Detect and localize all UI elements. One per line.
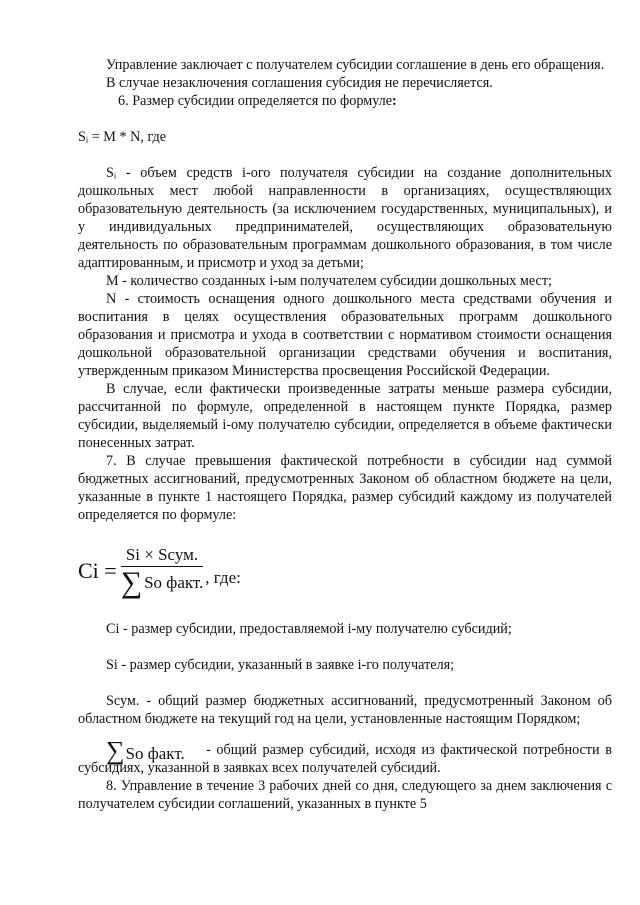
paragraph-si-definition: Sᵢ - объем средств i-ого получателя субсидии на создание дополнительных дошкольных мест любой направленности в организациях, осуществляющих образовательную деятельность (за исключением государственных, муниципальных), и у индивидуальных предпринимателей, осуществляющих образовательную деятельность по образовательным программам дошкольного образования, в том числе адаптированным, и присмотр и уход за детьми; [78,165,612,271]
formula-ci-numerator: Si × Sсум. [125,544,199,564]
paragraph-actual-costs: В случае, если фактически произведенные затраты меньше размера субсидии, рассчитанной по формуле, определенной в настоящем пункте Порядка, размер субсидии, выделяемый i-ому получателю субсидии, определяется в объеме фактически понесенных затрат. [78,381,612,451]
formula-ci-fraction [121,546,204,597]
paragraph-ci-definition: Ci - размер субсидии, предоставляемой i-му получателю субсидий; [106,621,512,637]
paragraph-item-6 [78,92,612,110]
item-6-text: 6. Размер субсидии определяется по формуле [118,93,393,109]
paragraph-n-definition: N - стоимость оснащения одного дошкольного места средствами обучения и воспитания в целях осуществления образовательных программ дошкольного образования и присмотра и ухода в соответствии с нормативом стоимости оснащения дошкольной образовательной организации средствами обучения и воспитания, утвержденным приказом Министерства просвещения Российской Федерации. [78,291,612,379]
sigma-symbol-2: ∑ [106,736,125,765]
formula-ci-denominator [121,567,204,597]
formula-ci-lhs: Ci = [78,558,117,583]
paragraph-item-7: 7. В случае превышения фактической потребности в субсидии над суммой бюджетных ассигнований, предусмотренных Законом об областном бюджете на цели, указанные в пункте 1 настоящего Порядка, размер субсидий каждому из получателей определяется по формуле: [78,453,612,523]
paragraph-no-agreement: В случае незаключения соглашения субсидия не перечисляется. [106,75,493,91]
paragraph-item-8: 8. Управление в течение 3 рабочих дней со дня, следующего за днем заключения с получателем субсидии соглашений, указанных в пункте 5 [78,778,612,812]
so-fakt-term: So факт. [125,744,185,763]
sigma-symbol: ∑ [120,565,143,599]
formula-ci [78,540,612,602]
formula-subsidy: Sᵢ = M * N, где [78,129,167,145]
denominator-term: So факт. [144,572,204,592]
paragraph-agreement: Управление заключает с получателем субсидии соглашение в день его обращения. [106,57,605,73]
item-6-colon: : [392,93,397,109]
paragraph-m-definition: M - количество созданных i-ым получателем субсидии дошкольных мест; [106,273,552,289]
document-page [78,56,612,813]
paragraph-si-request: Si - размер субсидии, указанный в заявке i-го получателя; [106,657,455,673]
paragraph-sum-so-description: - общий размер субсидий, исходя из фактической потребности в субсидиях, указанной в заявках всех получателей субсидий. [78,742,612,776]
paragraph-ssum-definition: Sсум. - общий размер бюджетных ассигнований, предусмотренный Законом об областном бюджете на текущий год на цели, установленные настоящим Порядком; [78,693,612,727]
formula-ci-where: , где: [205,568,241,587]
